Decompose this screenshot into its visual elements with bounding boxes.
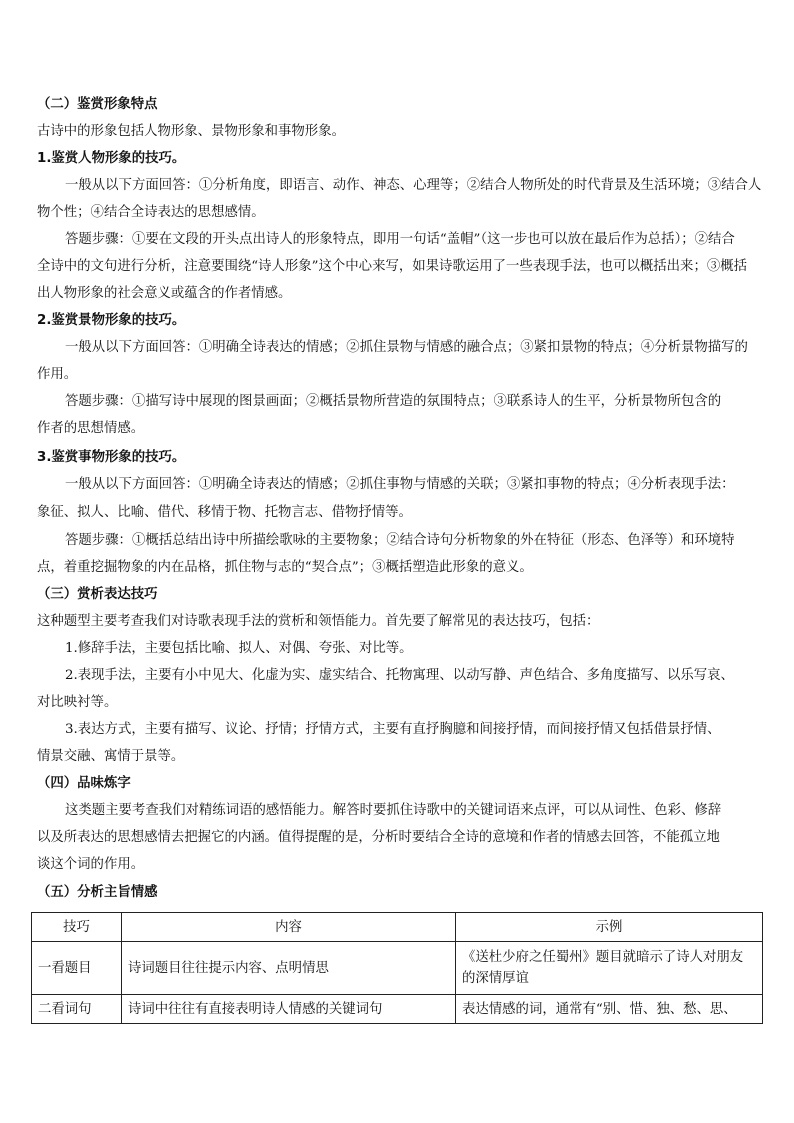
paragraph-line: 出人物形象的社会意义或蕴含的作者情感。: [37, 286, 292, 301]
paragraph-line: 这类题主要考查我们对精练词语的感悟能力。解答时要抓住诗歌中的关键词语来点评，可以从词性、色彩、修辞: [65, 803, 722, 818]
paragraph-line: 全诗中的文句进行分析，注意要围绕“诗人形象”这个中心来写，如果诗歌运用了一些表现手法，也可以概括出来；③概括: [37, 259, 747, 274]
paragraph-line: 一般从以下方面回答：①分析角度，即语言、动作、神态、心理等；②结合人物所处的时代背景及生活环境；③结合人: [65, 178, 762, 193]
table-cell: 《送杜少府之任蜀州》题目就暗示了诗人对朋友的深情厚谊: [456, 942, 763, 995]
paragraph-line: 答题步骤：①概括总结出诗中所描绘歌咏的主要物象；②结合诗句分析物象的外在特征（形态、色泽等）和环境特: [65, 533, 735, 548]
subsection-1-title: 1.鉴赏人物形象的技巧。: [37, 151, 186, 166]
table-cell: 诗词中往往有直接表明诗人情感的关键词句: [122, 995, 456, 1024]
table-cell: 诗词题目往往提示内容、点明情思: [122, 942, 456, 995]
paragraph-line: 作者的思想情感。: [37, 421, 145, 436]
section-2-heading: （二）鉴赏形象特点: [37, 97, 158, 112]
techniques-table: [31, 912, 763, 1024]
paragraph-line: 一般从以下方面回答：①明确全诗表达的情感；②抓住景物与情感的融合点；③紧扣景物的特点；④分析景物描写的: [65, 340, 748, 355]
paragraph-line: 以及所表达的思想感情去把握它的内涵。值得提醒的是，分析时要结合全诗的意境和作者的情感去回答，不能孤立地: [37, 830, 720, 845]
paragraph-line: 象征、拟人、比喻、借代、移情于物、托物言志、借物抒情等。: [37, 505, 412, 520]
list-item: 2.表现手法，主要有小中见大、化虚为实、虚实结合、托物寓理、以动写静、声色结合、多角度描写、以乐写哀、: [65, 668, 734, 683]
table-header-row: [32, 913, 763, 942]
table-header-cell: 内容: [122, 913, 456, 942]
paragraph-line: 答题步骤：①要在文段的开头点出诗人的形象特点，即用一句话“盖帽”（这一步也可以放在最后作为总括）；②结合: [65, 232, 735, 247]
paragraph-line: 物个性；④结合全诗表达的思想感情。: [37, 205, 265, 220]
list-item: 1.修辞手法，主要包括比喻、拟人、对偶、夸张、对比等。: [65, 641, 413, 656]
paragraph-line: 作用。: [37, 367, 78, 382]
table-row: [32, 942, 763, 995]
section-3-heading: （三）赏析表达技巧: [37, 587, 158, 602]
section-4-heading: （四）品味炼字: [37, 776, 131, 791]
paragraph-line: 答题步骤：①描写诗中展现的图景画面；②概括景物所营造的氛围特点；③联系诗人的生平，分析景物所包含的: [65, 394, 722, 409]
table-cell: 二看词句: [32, 995, 122, 1024]
table-row: [32, 995, 763, 1024]
paragraph-line: 谈这个词的作用。: [37, 857, 145, 872]
list-item: 3.表达方式，主要有描写、议论、抒情；抒情方式，主要有直抒胸臆和间接抒情，而间接抒情又包括借景抒情、: [65, 722, 721, 737]
subsection-3-title: 3.鉴赏事物形象的技巧。: [37, 450, 186, 465]
table-cell: 表达情感的词，通常有“别、惜、独、愁、思、: [456, 995, 763, 1024]
section-2-intro: 古诗中的形象包括人物形象、景物形象和事物形象。: [37, 124, 345, 139]
table-header-cell: 示例: [456, 913, 763, 942]
paragraph-line: 情景交融、寓情于景等。: [37, 749, 185, 764]
paragraph-line: 对比映衬等。: [37, 695, 118, 710]
paragraph-line: 一般从以下方面回答：①明确全诗表达的情感；②抓住事物与情感的关联；③紧扣事物的特点；④分析表现手法：: [65, 477, 735, 492]
table-header-cell: 技巧: [32, 913, 122, 942]
table-cell: 一看题目: [32, 942, 122, 995]
section-3-intro: 这种题型主要考查我们对诗歌表现手法的赏析和领悟能力。首先要了解常见的表达技巧，包括：: [37, 614, 600, 629]
subsection-2-title: 2.鉴赏景物形象的技巧。: [37, 313, 186, 328]
section-5-heading: （五）分析主旨情感: [37, 885, 158, 900]
paragraph-line: 点，着重挖掘物象的内在品格，抓住物与志的“契合点”；③概括塑造此形象的意义。: [37, 560, 533, 575]
